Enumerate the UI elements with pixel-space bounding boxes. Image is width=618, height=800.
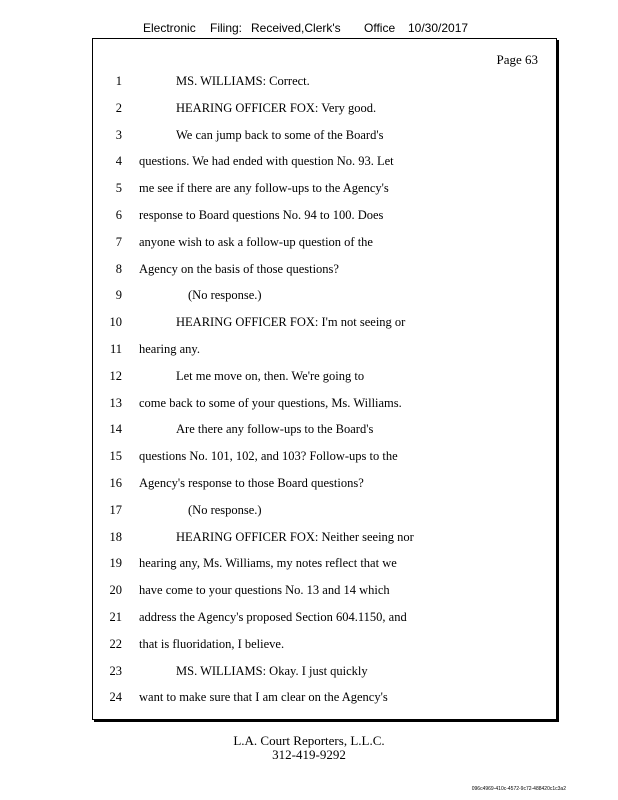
line-number: 8 xyxy=(115,261,122,276)
line-number: 6 xyxy=(115,208,122,222)
line-number: 4 xyxy=(115,154,122,169)
line-number: 17 xyxy=(109,502,122,517)
transcript-line xyxy=(92,262,557,278)
transcript-line xyxy=(92,74,557,90)
transcript-line xyxy=(92,101,557,117)
line-text: hearing any. xyxy=(139,342,200,356)
line-text: We can jump back to some of the Board's xyxy=(176,127,384,142)
transcript-line xyxy=(92,664,557,680)
line-text: Are there any follow-ups to the Board's xyxy=(176,422,374,437)
line-number: 18 xyxy=(109,529,122,544)
line-text: me see if there are any follow-ups to the Agency's xyxy=(139,181,389,196)
transcript-line xyxy=(92,610,557,626)
line-text: anyone wish to ask a follow-up question of the xyxy=(139,234,373,249)
transcript-line xyxy=(92,422,557,438)
line-number: 23 xyxy=(109,663,122,678)
transcript-line xyxy=(92,503,557,519)
stamp-date: 10/30/2017 xyxy=(408,21,469,35)
line-number: 11 xyxy=(109,342,122,356)
line-text: (No response.) xyxy=(188,288,262,303)
transcript-line xyxy=(92,476,557,492)
line-text: questions. We had ended with question No. 93. Let xyxy=(139,154,394,169)
page-number: Page 63 xyxy=(496,52,538,67)
line-number: 20 xyxy=(109,583,122,598)
line-number: 7 xyxy=(115,234,122,249)
line-text: (No response.) xyxy=(188,502,262,517)
line-number: 10 xyxy=(109,315,122,330)
line-text: hearing any, Ms. Williams, my notes reflect that we xyxy=(139,556,397,571)
line-text: response to Board questions No. 94 to 100. Does xyxy=(139,208,384,222)
transcript-line xyxy=(92,235,557,251)
transcript-line xyxy=(92,128,557,144)
line-number: 1 xyxy=(115,74,122,88)
line-text: HEARING OFFICER FOX: Very good. xyxy=(176,100,377,115)
transcript-line xyxy=(92,637,557,653)
line-number: 14 xyxy=(109,422,122,437)
line-text: HEARING OFFICER FOX: I'm not seeing or xyxy=(176,315,406,330)
transcript-line xyxy=(92,530,557,546)
line-text: that is fluoridation, I believe. xyxy=(139,636,285,651)
line-text: Agency on the basis of those questions? xyxy=(139,261,339,276)
transcript-line xyxy=(92,181,557,197)
transcript-line xyxy=(92,342,557,358)
line-text: want to make sure that I am clear on the Agency's xyxy=(139,690,388,705)
line-number: 2 xyxy=(115,100,122,115)
line-text: Let me move on, then. We're going to xyxy=(176,368,365,383)
stamp-office: Office xyxy=(364,21,396,35)
line-text: HEARING OFFICER FOX: Neither seeing nor xyxy=(176,529,414,544)
document-hash: 096c4969-410c-4572-9c72-488420c1c3a2 xyxy=(471,786,566,792)
line-text: questions No. 101, 102, and 103? Follow-ups to the xyxy=(139,449,398,464)
line-number: 24 xyxy=(109,690,122,705)
transcript-line xyxy=(92,315,557,331)
line-number: 21 xyxy=(109,610,122,624)
transcript-line xyxy=(92,154,557,170)
line-text: come back to some of your questions, Ms. Williams. xyxy=(139,395,402,410)
transcript-line xyxy=(92,556,557,572)
line-number: 15 xyxy=(109,449,122,464)
line-number: 3 xyxy=(115,127,122,142)
footer-phone: 312-419-9292 xyxy=(272,747,346,762)
transcript-line xyxy=(92,369,557,385)
line-text: Agency's response to those Board questions? xyxy=(139,476,364,490)
transcript-line xyxy=(92,288,557,304)
transcript-line xyxy=(92,396,557,412)
footer-company: L.A. Court Reporters, L.L.C. xyxy=(233,733,385,748)
line-text: address the Agency's proposed Section 604.1150, and xyxy=(139,610,407,624)
line-number: 19 xyxy=(109,556,122,571)
stamp-electronic: Electronic xyxy=(143,21,196,35)
line-number: 16 xyxy=(109,476,122,490)
line-number: 5 xyxy=(115,181,122,196)
transcript-line xyxy=(92,690,557,706)
line-text: MS. WILLIAMS: Correct. xyxy=(176,74,310,88)
line-text: MS. WILLIAMS: Okay. I just quickly xyxy=(176,663,368,678)
transcript-line xyxy=(92,583,557,599)
stamp-filing: Filing: xyxy=(210,21,243,35)
line-number: 12 xyxy=(109,368,122,383)
line-number: 13 xyxy=(109,395,122,410)
filing-stamp xyxy=(143,21,468,35)
transcript-line xyxy=(92,208,557,224)
line-text: have come to your questions No. 13 and 14 which xyxy=(139,583,390,598)
transcript-line xyxy=(92,449,557,465)
stamp-received: Received,Clerk's xyxy=(251,21,341,35)
line-number: 9 xyxy=(115,288,122,303)
line-number: 22 xyxy=(109,636,122,651)
